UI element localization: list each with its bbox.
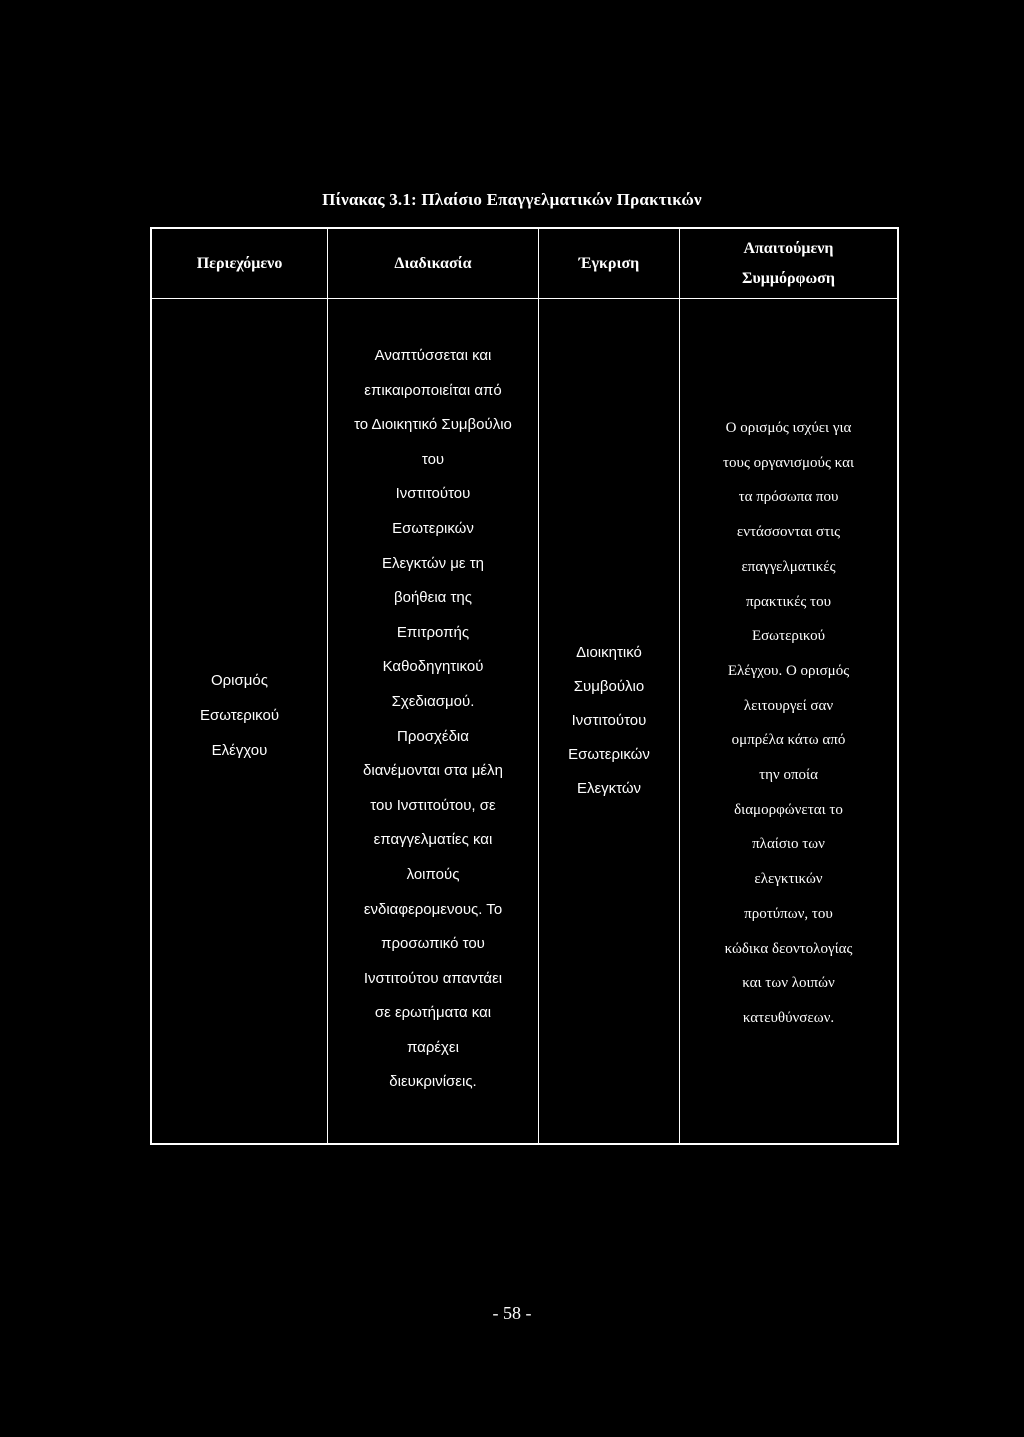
cell-line: πλαίσιο των: [752, 836, 825, 853]
cell-line: κώδικα δεοντολογίας: [724, 940, 853, 957]
cell-line: Ο ορισμός ισχύει για: [725, 420, 852, 436]
cell-line: Εσωτερικού: [199, 707, 280, 724]
cell-line: Αναπτύσσεται και: [374, 347, 492, 364]
cell-line: Ορισμός: [210, 672, 268, 689]
cell-line: Ελέγχου. Ο ορισμός: [727, 662, 850, 679]
header-procedure: Διαδικασία: [394, 254, 472, 272]
cell-line: προσωπικό του: [381, 935, 485, 953]
cell-line: επαγγελματικές: [741, 558, 836, 575]
cell-line: Εσωτερικών: [392, 519, 474, 537]
cell-line: ελεγκτικών: [754, 871, 823, 888]
cell-line: την οποία: [759, 767, 818, 784]
cell-line: Διοικητικό: [576, 644, 642, 661]
cell-line: το Διοικητικό Συμβούλιο: [354, 416, 512, 434]
cell-line: διανέμονται στα μέλη: [363, 762, 503, 780]
cell-line: και των λοιπών: [742, 975, 835, 992]
cell-approval: [539, 636, 679, 806]
cell-line: λοιπούς: [406, 865, 460, 883]
cell-line: Σχεδιασμού.: [391, 692, 475, 710]
cell-line: προτύπων, του: [744, 905, 833, 922]
cell-line: ομπρέλα κάτω από: [731, 732, 846, 749]
cell-line: επαγγελματίες και: [373, 831, 493, 849]
cell-line: λειτουργεί σαν: [743, 697, 834, 714]
cell-content: [152, 663, 327, 768]
cell-line: σε ερωτήματα και: [374, 1004, 492, 1022]
cell-line: βοήθεια της: [393, 589, 472, 607]
page-number: - 58 -: [492, 1303, 532, 1323]
cell-line: εντάσσονται στις: [736, 524, 841, 541]
cell-line: τους οργανισμούς και: [722, 454, 854, 471]
cell-line: Ελεγκτών: [576, 780, 642, 797]
header-compliance: [680, 229, 897, 298]
cell-line: πρακτικές του: [745, 593, 832, 610]
cell-line: διευκρινίσεις.: [389, 1073, 477, 1091]
header-compliance-line2: Συμμόρφωση: [742, 269, 835, 287]
cell-line: του: [421, 450, 445, 468]
cell-line: διαμορφώνεται το: [734, 801, 843, 818]
cell-line: Ελεγκτών με τη: [381, 554, 485, 572]
cell-line: Συμβούλιο: [573, 678, 645, 695]
cell-line: επικαιροποιείται από: [364, 381, 502, 399]
header-compliance-line1: Απαιτούμενη: [743, 239, 834, 257]
cell-line: Καθοδηγητικού: [382, 658, 484, 676]
table-title: Πίνακας 3.1: Πλαίσιο Επαγγελματικών Πρακτικών: [322, 190, 702, 209]
header-content: Περιεχόμενο: [196, 254, 283, 272]
cell-line: Ελέγχου: [211, 742, 268, 759]
cell-compliance: [680, 411, 897, 1036]
cell-line: κατευθύνσεων.: [742, 1009, 835, 1026]
cell-line: παρέχει: [407, 1038, 459, 1056]
cell-line: Ινστιτούτου: [571, 712, 647, 729]
cell-line: Επιτροπής: [396, 623, 470, 641]
cell-line: Προσχέδια: [397, 727, 469, 745]
cell-procedure: [328, 339, 538, 1100]
cell-line: Ινστιτούτου απαντάει: [363, 969, 503, 987]
cell-line: Εσωτερικού: [751, 628, 826, 645]
cell-line: τα πρόσωπα που: [738, 489, 839, 506]
practices-table: [150, 227, 899, 1145]
cell-line: ενδιαφερομενους. Το: [363, 900, 503, 918]
cell-line: Ινστιτούτου: [395, 485, 471, 503]
cell-line: Εσωτερικών: [568, 746, 650, 763]
header-approval: Έγκριση: [578, 254, 640, 272]
cell-line: του Ινστιτούτου, σε: [370, 796, 496, 814]
header-divider: [152, 298, 897, 299]
